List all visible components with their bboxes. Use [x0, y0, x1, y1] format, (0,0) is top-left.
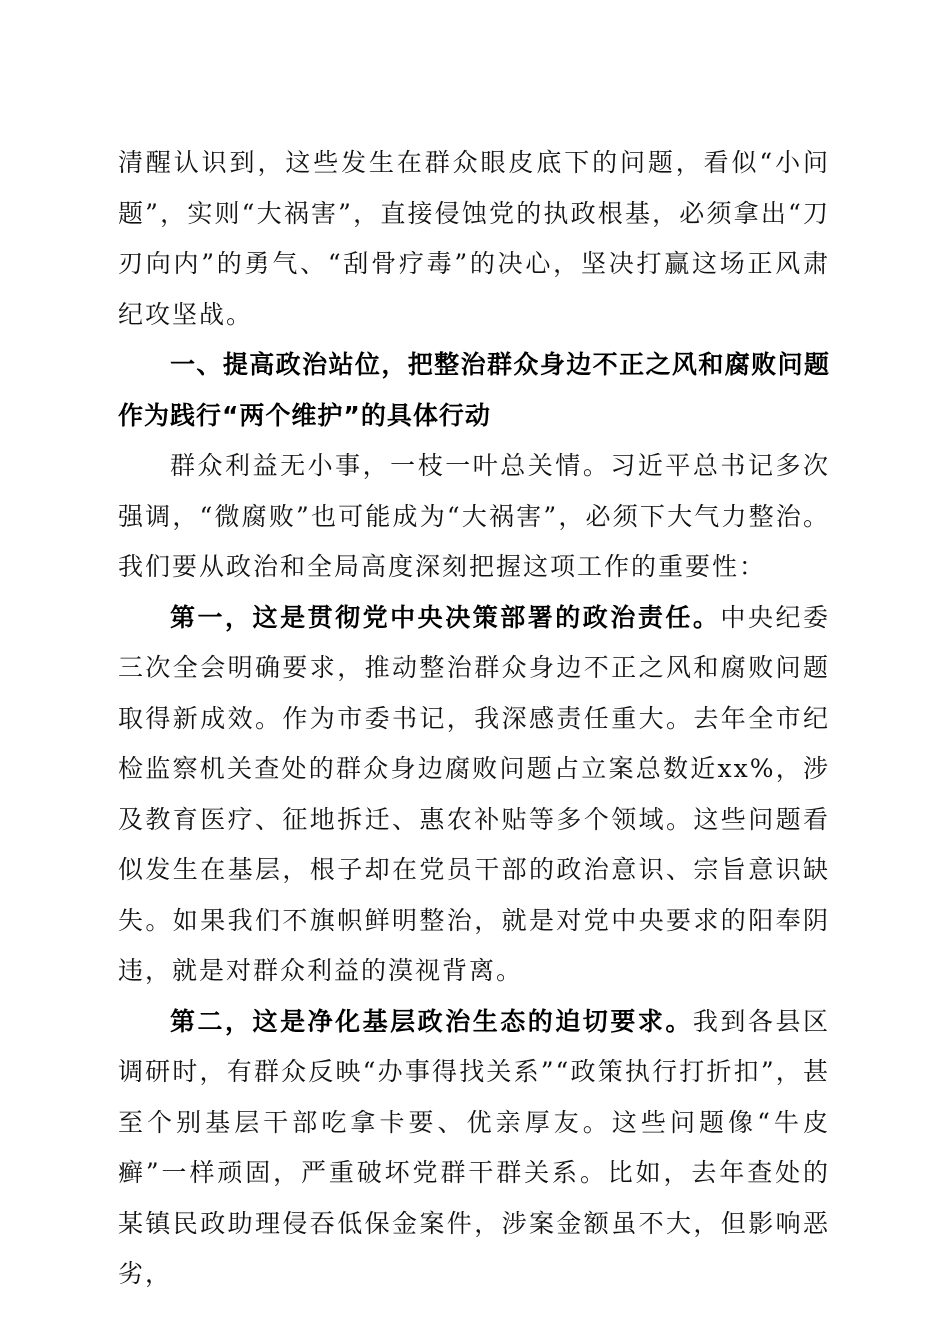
section-heading: 一、提高政治站位，把整治群众身边不正之风和腐败问题作为践行“两个维护”的具体行动 [118, 350, 830, 430]
document-body [118, 138, 830, 1300]
intro-paragraph: 群众利益无小事，一枝一叶总关情。习近平总书记多次强调，“微腐败”也可能成为“大祸害”，必须下大气力整治。我们要从政治和全局高度深刻把握这项工作的重要性： [118, 451, 830, 581]
point-two-paragraph [118, 997, 830, 1300]
point-one-paragraph [118, 593, 830, 997]
point-two-lead: 第二，这是净化基层政治生态的迫切要求。 [170, 1006, 693, 1036]
point-one-lead: 第一，这是贯彻党中央决策部署的政治责任。 [170, 602, 721, 632]
continued-paragraph: 清醒认识到，这些发生在群众眼皮底下的问题，看似“小问题”，实则“大祸害”，直接侵蚀党的执政根基，必须拿出“刀刃向内”的勇气、“刮骨疗毒”的决心，坚决打赢这场正风肃纪攻坚战。 [118, 148, 830, 329]
point-two-body: 我到各县区调研时，有群众反映“办事得找关系”“政策执行打折扣”，甚至个别基层干部吃拿卡要、优亲厚友。这些问题像“牛皮癣”一样顽固，严重破坏党群干群关系。比如，去年查处的某镇民政助理侵吞低保金案件，涉案金额虽不大，但影响恶劣， [118, 1006, 830, 1288]
point-one-body: 中央纪委三次全会明确要求，推动整治群众身边不正之风和腐败问题取得新成效。作为市委书记，我深感责任重大。去年全市纪检监察机关查处的群众身边腐败问题占立案总数近xx%，涉及教育医疗、征地拆迁、惠农补贴等多个领域。这些问题看似发生在基层，根子却在党员干部的政治意识、宗旨意识缺失。如果我们不旗帜鲜明整治，就是对党中央要求的阳奉阴违，就是对群众利益的漠视背离。 [118, 602, 830, 985]
